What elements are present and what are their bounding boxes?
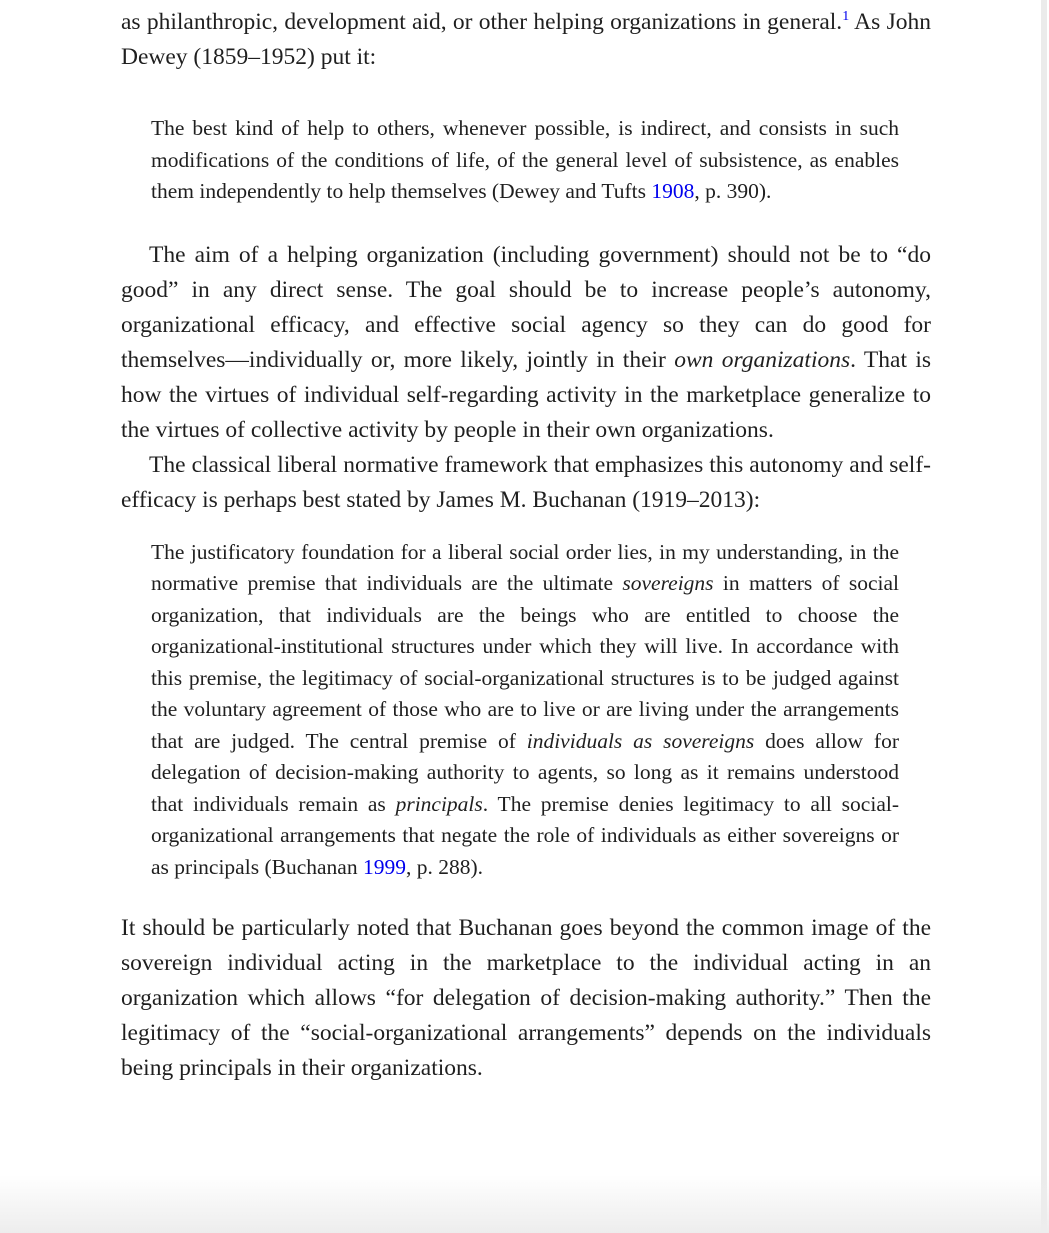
citation-link-1908[interactable]: 1908: [651, 179, 695, 203]
paragraph-intro: [121, 5, 931, 75]
emphasis-individuals-as-sovereigns: individuals as sovereigns: [526, 728, 755, 753]
paragraph-aim-text-after: . That is how the virtues of individual self-regarding activity in the marketplace generalize to the virtues of collective activity by people in their own organizations.: [121, 346, 931, 443]
blockquote-buchanan-text-3: does allow for delegation of decision-making authority to agents, so long as it remains understood that individuals remain as: [151, 728, 899, 816]
footnote-ref-link[interactable]: 1: [842, 9, 850, 24]
paragraph-intro-text-after: As John Dewey (1859–1952) put it:: [121, 9, 931, 70]
blockquote-buchanan-text-2: in matters of social organization, that individuals are the beings who are entitled to choose the organizational-institutional structures under which they will live. In accordance with this premise, the legitimacy of social-organizational structures is to be judged against the voluntary agreement of those who are to live or are living under the arrangements that are judged. The central premise of: [151, 571, 899, 753]
paragraph-closing: [121, 911, 931, 1086]
emphasis-sovereigns: sovereigns: [622, 571, 714, 595]
blockquote-buchanan-text-1: The justificatory foundation for a liberal social order lies, in my understanding, in the normative premise that individuals are the ultimate: [151, 539, 899, 595]
blockquote-dewey-text: The best kind of help to others, whenever possible, is indirect, and consists in such modifications of the conditions of life, of the general level of subsistence, as enables them independently to help themselves (Dewey and Tufts: [151, 116, 899, 203]
citation-link-1999[interactable]: 1999: [362, 854, 406, 879]
paragraph-aim: [121, 238, 931, 448]
page-bottom-shade: [0, 1175, 1049, 1233]
blockquote-buchanan-text-5: , p. 288).: [405, 854, 483, 879]
scrollbar-track[interactable]: [1041, 0, 1047, 1233]
emphasis-own-organizations: own organizations: [674, 346, 851, 373]
blockquote-buchanan-text-4: . The premise denies legitimacy to all social-organizational arrangements that negate the role of individuals as either sovereigns or as principals (Buchanan: [151, 791, 899, 879]
paragraph-intro-text: as philanthropic, development aid, or other helping organizations in general.: [121, 9, 843, 35]
blockquote-buchanan: [151, 537, 899, 884]
page-text-column: [121, 5, 931, 1086]
blockquote-dewey-text-after: , p. 390).: [694, 179, 772, 203]
blockquote-dewey: [151, 113, 899, 208]
emphasis-principals: principals: [395, 791, 483, 816]
paragraph-framework: [121, 448, 931, 518]
paragraph-aim-text: The aim of a helping organization (including government) should not be to “do good” in any direct sense. The goal should be to increase people’s autonomy, organizational efficacy, and effective social agency so they can do good for themselves—individually or, more likely, jointly in their: [121, 241, 931, 373]
paragraph-framework-text: The classical liberal normative framework that emphasizes this autonomy and self-efficacy is perhaps best stated by James M. Buchanan (1919–2013):: [121, 451, 931, 513]
paragraph-closing-text: It should be particularly noted that Buchanan goes beyond the common image of the sovereign individual acting in the marketplace to the individual acting in an organization which allows “for delegation of decision-making authority.” Then the legitimacy of the “social-organizational arrangements” depends on the individuals being principals in their organizations.: [121, 915, 931, 1081]
